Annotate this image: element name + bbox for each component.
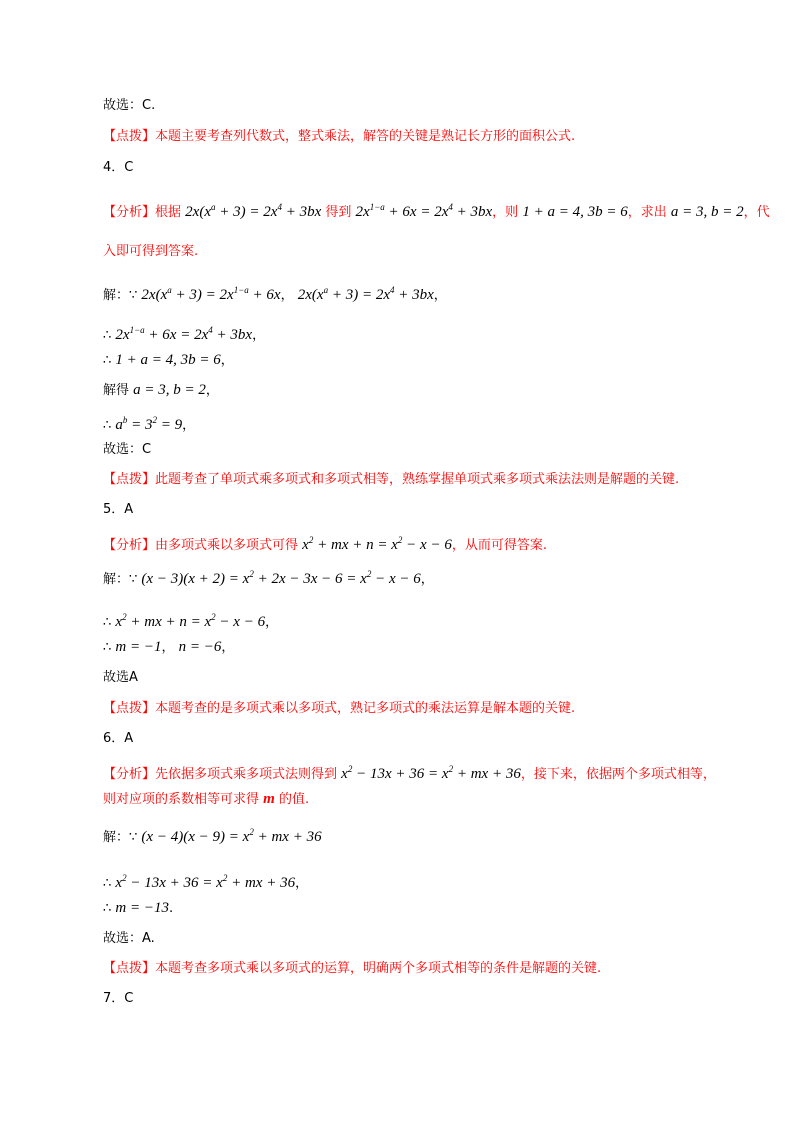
tip-4	[103, 470, 679, 490]
analysis-label: 【分析】	[103, 767, 156, 782]
tip-label: 【点拨】	[103, 129, 156, 144]
question-5-heading: 5．A	[103, 502, 134, 517]
punctuation: ，	[265, 615, 279, 630]
analysis-text: 得到	[325, 205, 352, 220]
solution-4-line1	[103, 280, 447, 306]
solution-prefix: 解：∵	[103, 830, 138, 845]
formula: a = 3, b = 2	[670, 204, 744, 220]
analysis-text: ，求出	[627, 205, 667, 220]
tip-text: 本题考查的是多项式乘以多项式，熟记多项式的乘法运算是解本题的关键.	[155, 701, 576, 716]
analysis-text: ，从而可得答案.	[451, 538, 547, 553]
formula: $2x(x^a + 3) = 2x^4 + 3bx$	[185, 202, 322, 220]
therefore-symbol: ∴	[103, 876, 112, 891]
punctuation: ，	[221, 640, 235, 655]
tip-text: 本题考查多项式乘以多项式的运算，明确两个多项式相等的条件是解题的关键.	[155, 961, 602, 976]
analysis-text: ，则	[492, 205, 519, 220]
tip-5	[103, 699, 575, 719]
solution-4-line5	[103, 410, 195, 436]
analysis-text: 由多项式乘以多项式可得	[155, 538, 299, 553]
separator: ，	[280, 288, 294, 303]
solution-5-line3	[103, 637, 234, 658]
solution-4-line2	[103, 320, 265, 346]
formula: $2x^{1-a} + 6x = 2x^4 + 3bx$	[115, 325, 253, 343]
question-7-heading: 7．C	[103, 991, 134, 1006]
formula: $a^b = 3^2 = 9$	[115, 415, 183, 433]
punctuation: ，	[295, 876, 309, 891]
analysis-text: 根据	[155, 205, 182, 220]
tip-6	[103, 959, 601, 979]
punctuation: ，	[433, 288, 447, 303]
formula: $2x^{1-a} + 6x = 2x^4 + 3bx$	[355, 202, 493, 220]
analysis-5	[103, 530, 547, 556]
solution-6-line1	[103, 822, 322, 848]
punctuation: ，	[420, 572, 434, 587]
formula: n = −6	[178, 639, 222, 655]
analysis-6-line2	[103, 789, 309, 810]
solution-4-line3	[103, 350, 234, 371]
formula: 1 + a = 4, 3b = 6	[115, 352, 221, 368]
analysis-label: 【分析】	[103, 538, 156, 553]
solution-text: 解得	[103, 383, 130, 398]
punctuation: ，	[182, 418, 196, 433]
tip-label: 【点拨】	[103, 472, 156, 487]
formula: m	[263, 791, 275, 807]
therefore-symbol: ∴	[103, 353, 112, 368]
answer-3: 故选：C.	[103, 98, 156, 113]
tip-3	[103, 127, 575, 147]
therefore-symbol: ∴	[103, 418, 112, 433]
answer-6: 故选：A.	[103, 931, 155, 946]
formula: $(x - 3)(x + 2) = x^2 + 2x - 3x - 6 = x^2 - x - 6$	[141, 569, 421, 587]
analysis-4-line2: 入即可得到答案.	[103, 244, 199, 259]
solution-5-line1	[103, 564, 434, 590]
analysis-label: 【分析】	[103, 205, 156, 220]
solution-6-line3	[103, 898, 173, 919]
formula: m = −1	[115, 639, 162, 655]
therefore-symbol: ∴	[103, 615, 112, 630]
question-4-heading: 4．C	[103, 160, 134, 175]
question-6-heading: 6．A	[103, 731, 134, 746]
analysis-text: ，代	[743, 205, 770, 220]
punctuation: ，	[205, 383, 219, 398]
punctuation: .	[169, 901, 174, 916]
therefore-symbol: ∴	[103, 901, 112, 916]
punctuation: ，	[252, 328, 266, 343]
separator: ，	[161, 640, 175, 655]
therefore-symbol: ∴	[103, 328, 112, 343]
answer-4: 故选：C	[103, 442, 152, 457]
formula: $x^2$ + mx + $n = x^2 - x - 6$	[302, 535, 452, 553]
formula: m = −13	[115, 900, 170, 916]
tip-text: 此题考查了单项式乘多项式和多项式相等，熟练掌握单项式乘多项式乘法法则是解题的关键.	[155, 472, 680, 487]
analysis-text: 则对应项的系数相等可求得	[103, 792, 260, 807]
answer-5: 故选A	[103, 670, 138, 685]
therefore-symbol: ∴	[103, 640, 112, 655]
analysis-6-line1	[103, 759, 716, 785]
formula: $x^2$ + mx + $n = x^2 - x - 6$	[115, 612, 266, 630]
formula: $x^2 - 13x + 36 = x^2$ + mx + 36	[341, 764, 521, 782]
punctuation: ，	[220, 353, 234, 368]
tip-text: 本题主要考查列代数式，整式乘法，解答的关键是熟记长方形的面积公式.	[155, 129, 576, 144]
formula: a = 3, b = 2	[133, 382, 206, 398]
solution-4-line4	[103, 380, 219, 401]
formula: $(x - 4)(x - 9) = x^2$ + mx + 36	[141, 827, 322, 845]
solution-prefix: 解：∵	[103, 572, 138, 587]
solution-5-line2	[103, 607, 278, 633]
formula: $x^2 - 13x + 36 = x^2$ + mx + 36	[115, 873, 296, 891]
tip-label: 【点拨】	[103, 961, 156, 976]
formula: $2x(x^a + 3) = 2x^4 + 3bx$	[297, 285, 434, 303]
tip-label: 【点拨】	[103, 701, 156, 716]
analysis-text: ，接下来，依据两个多项式相等，	[520, 767, 716, 782]
solution-prefix: 解：∵	[103, 288, 138, 303]
analysis-4-line1	[103, 197, 770, 223]
analysis-text: 的值.	[278, 792, 310, 807]
solution-6-line2	[103, 868, 308, 894]
formula: 1 + a = 4, 3b = 6	[522, 204, 628, 220]
formula: $2x(x^a + 3) = 2x^{1-a} + 6x$	[141, 285, 281, 303]
analysis-text: 先依据多项式乘多项式法则得到	[155, 767, 338, 782]
